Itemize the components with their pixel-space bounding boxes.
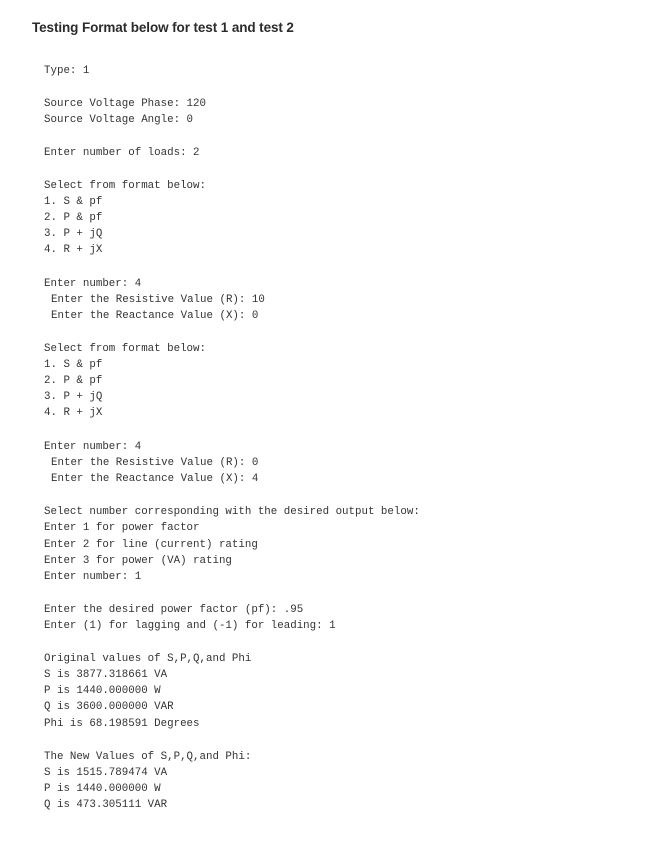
console-line-enter-number: Enter number: 1: [44, 571, 142, 583]
console-line-lag-lead: Enter (1) for lagging and (-1) for leading: 1: [44, 620, 336, 632]
console-line-select-output: Select number corresponding with the desired output below:: [44, 506, 420, 518]
console-line-select-format: Select from format below:: [44, 180, 206, 192]
console-line-enter-number: Enter number: 4: [44, 278, 142, 290]
console-line-output-option: Enter 1 for power factor: [44, 522, 200, 534]
console-line-option: 2. P & pf: [44, 212, 103, 224]
console-line-source-angle: Source Voltage Angle: 0: [44, 114, 194, 126]
console-line-new-q: Q is 473.305111 VAR: [44, 799, 168, 811]
console-line-source-phase: Source Voltage Phase: 120: [44, 98, 206, 110]
console-line-reactance: Enter the Reactance Value (X): 0: [51, 310, 259, 322]
console-line-original-s: S is 3877.318661 VA: [44, 669, 168, 681]
console-line-option: 1. S & pf: [44, 196, 103, 208]
console-line-option: 4. R + jX: [44, 407, 103, 419]
console-line-new-s: S is 1515.789474 VA: [44, 767, 168, 779]
console-line-option: 3. P + jQ: [44, 228, 103, 240]
console-line-new-header: The New Values of S,P,Q,and Phi:: [44, 751, 252, 763]
console-line-resistive: Enter the Resistive Value (R): 10: [51, 294, 265, 306]
console-line-enter-number: Enter number: 4: [44, 441, 142, 453]
console-line-option: 1. S & pf: [44, 359, 103, 371]
console-line-new-p: P is 1440.000000 W: [44, 783, 161, 795]
console-line-type: Type: 1: [44, 65, 90, 77]
console-line-original-p: P is 1440.000000 W: [44, 685, 161, 697]
console-line-option: 2. P & pf: [44, 375, 103, 387]
console-line-reactance: Enter the Reactance Value (X): 4: [51, 473, 259, 485]
console-line-output-option: Enter 2 for line (current) rating: [44, 539, 258, 551]
console-line-original-q: Q is 3600.000000 VAR: [44, 701, 174, 713]
console-line-option: 3. P + jQ: [44, 391, 103, 403]
console-line-select-format: Select from format below:: [44, 343, 206, 355]
console-line-original-phi: Phi is 68.198591 Degrees: [44, 718, 200, 730]
console-line-original-header: Original values of S,P,Q,and Phi: [44, 653, 252, 665]
page-heading: Testing Format below for test 1 and test 2: [32, 20, 294, 35]
console-line-option: 4. R + jX: [44, 244, 103, 256]
console-line-output-option: Enter 3 for power (VA) rating: [44, 555, 232, 567]
console-line-resistive: Enter the Resistive Value (R): 0: [51, 457, 259, 469]
console-line-number-of-loads: Enter number of loads: 2: [44, 147, 200, 159]
console-line-power-factor: Enter the desired power factor (pf): .95: [44, 604, 304, 616]
